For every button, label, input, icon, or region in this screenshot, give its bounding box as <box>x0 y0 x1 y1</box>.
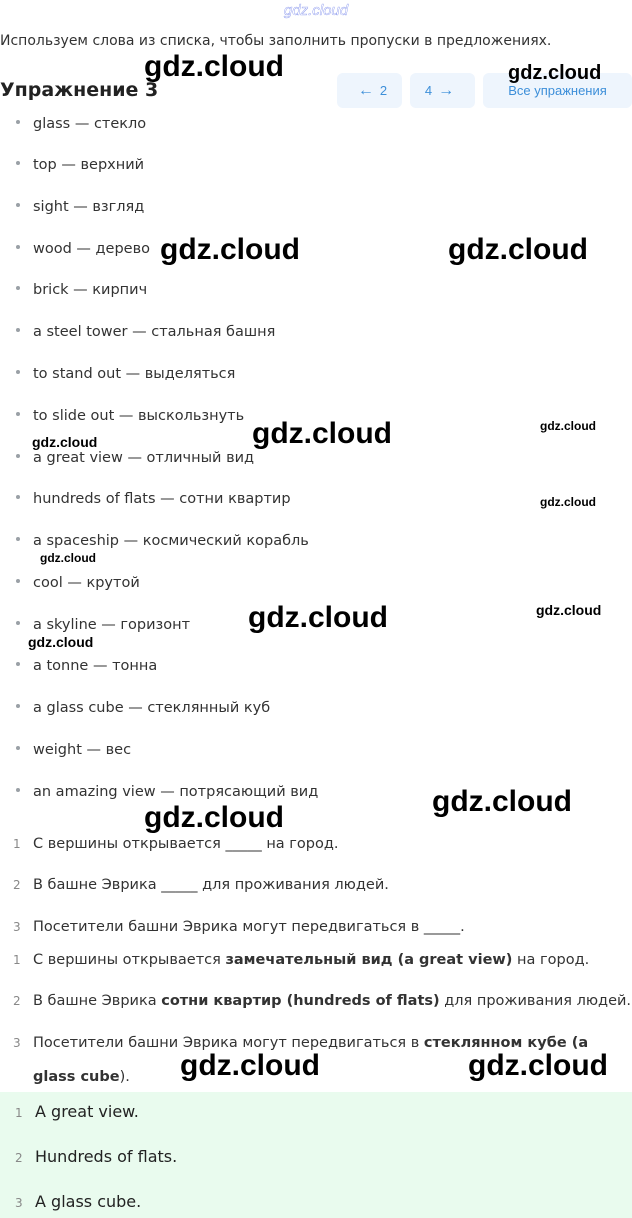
list-item: a spaceship — космический корабль <box>16 533 309 549</box>
bullet-icon <box>16 454 20 458</box>
site-logo[interactable]: gdz.cloud <box>283 2 349 19</box>
watermark: gdz.cloud <box>32 434 98 450</box>
watermark: gdz.cloud <box>144 50 284 83</box>
bullet-icon <box>16 621 20 625</box>
watermark: gdz.cloud <box>540 419 596 433</box>
list-item: a tonne — тонна <box>16 658 157 674</box>
list-item: to slide out — выскользнуть <box>16 408 244 424</box>
bullet-icon <box>16 746 20 750</box>
watermark: gdz.cloud <box>508 62 602 84</box>
watermark: gdz.cloud <box>448 233 588 266</box>
bullet-icon <box>16 245 20 249</box>
arrow-right-icon: → <box>438 81 455 99</box>
bullet-icon <box>16 328 20 332</box>
watermark: gdz.cloud <box>468 1049 608 1082</box>
watermark: gdz.cloud <box>40 551 96 565</box>
watermark: gdz.cloud <box>252 417 392 450</box>
watermark: gdz.cloud <box>180 1049 320 1082</box>
answer-line: 2 Hundreds of flats. <box>15 1147 178 1166</box>
prev-exercise-label: 2 <box>379 83 388 98</box>
filled-sentence: 1 С вершины открывается замечательный вид (a great view) на город. <box>13 952 590 968</box>
next-exercise-button[interactable] <box>410 73 475 108</box>
filled-sentence: 2 В башне Эврика сотни квартир (hundreds of flats) для проживания людей. <box>13 993 632 1009</box>
bullet-icon <box>16 412 20 416</box>
bullet-icon <box>16 704 20 708</box>
list-item: to stand out — выделяться <box>16 366 235 382</box>
list-item: a skyline — горизонт <box>16 617 190 633</box>
list-item: glass — стекло <box>16 116 146 132</box>
watermark: gdz.cloud <box>536 602 602 618</box>
question-line: 3 Посетители башни Эврика могут передвигаться в _____. <box>13 919 465 935</box>
bullet-icon <box>16 161 20 165</box>
bullet-icon <box>16 788 20 792</box>
list-item: weight — вес <box>16 742 131 758</box>
list-item: wood — дерево <box>16 241 150 257</box>
list-item: a steel tower — стальная башня <box>16 324 275 340</box>
watermark: gdz.cloud <box>432 785 572 818</box>
filled-sentence: 3 Посетители башни Эврика могут передвигаться в стеклянном кубе (a <box>13 1035 589 1051</box>
all-exercises-button[interactable] <box>483 73 632 108</box>
list-item: brick — кирпич <box>16 282 147 298</box>
arrow-left-icon: ← <box>357 81 374 99</box>
bullet-icon <box>16 662 20 666</box>
bullet-icon <box>16 495 20 499</box>
question-line: 1 С вершины открывается _____ на город. <box>13 836 339 852</box>
watermark: gdz.cloud <box>160 233 300 266</box>
watermark: gdz.cloud <box>144 801 284 834</box>
question-line: 2 В башне Эврика _____ для проживания людей. <box>13 877 389 893</box>
bullet-icon <box>16 286 20 290</box>
answer-line: 3 A glass cube. <box>15 1192 142 1211</box>
exercise-instruction: Используем слова из списка, чтобы заполнить пропуски в предложениях. <box>0 33 552 49</box>
watermark: gdz.cloud <box>28 634 94 650</box>
list-item: a glass cube — стеклянный куб <box>16 700 270 716</box>
list-item: cool — крутой <box>16 575 140 591</box>
answer-line: 1 A great view. <box>15 1102 139 1121</box>
bullet-icon <box>16 370 20 374</box>
bullet-icon <box>16 537 20 541</box>
watermark: gdz.cloud <box>248 601 388 634</box>
answer-box <box>0 1092 632 1218</box>
prev-exercise-button[interactable] <box>337 73 402 108</box>
list-item: sight — взгляд <box>16 199 144 215</box>
all-exercises-label: Все упражнения <box>508 83 607 98</box>
bullet-icon <box>16 203 20 207</box>
filled-sentence-continuation: glass cube). <box>33 1069 130 1085</box>
bullet-icon <box>16 579 20 583</box>
next-exercise-label: 4 <box>424 83 433 98</box>
list-item: top — верхний <box>16 157 144 173</box>
page-title: Упражнение 3 <box>0 79 159 101</box>
list-item: an amazing view — потрясающий вид <box>16 784 318 800</box>
list-item: a great view — отличный вид <box>16 450 254 466</box>
watermark: gdz.cloud <box>540 495 596 509</box>
bullet-icon <box>16 120 20 124</box>
list-item: hundreds of flats — сотни квартир <box>16 491 291 507</box>
